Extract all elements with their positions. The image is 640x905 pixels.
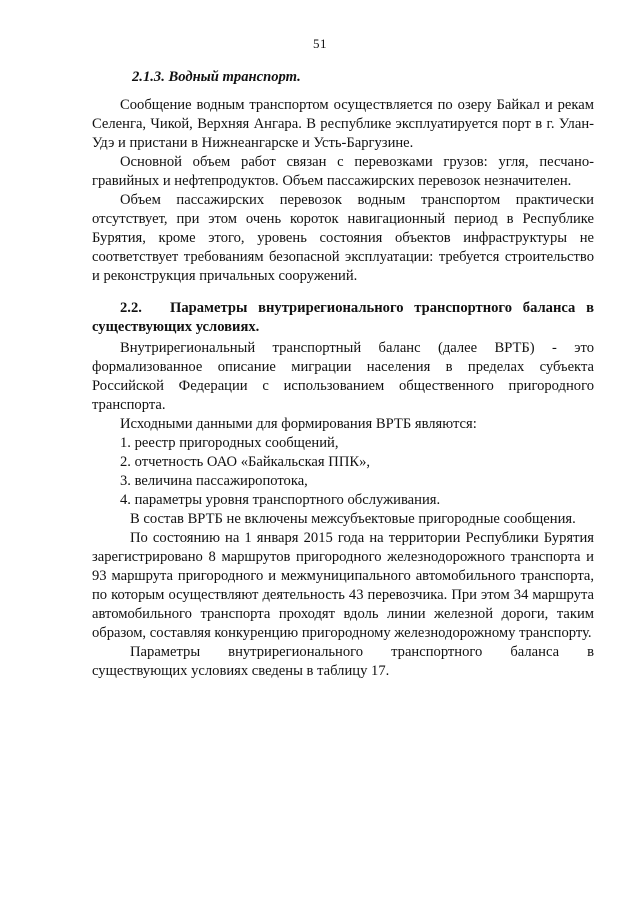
paragraph-exclusion-note: В состав ВРТБ не включены межсубъектовые пригородные сообщения. <box>130 511 576 527</box>
section-heading <box>92 299 594 337</box>
paragraph-table-reference: Параметры внутрирегионального транспортного баланса в существующих условиях сведены в таблицу 17. <box>92 644 594 679</box>
list-item: 2. отчетность ОАО «Байкальская ППК», <box>120 454 371 470</box>
list-item: 1. реестр пригородных сообщений, <box>120 435 339 451</box>
page-number: 51 <box>313 36 327 51</box>
paragraph-source-data-intro: Исходными данными для формирования ВРТБ являются: <box>120 416 477 432</box>
paragraph-vrtb-definition: Внутрирегиональный транспортный баланс (далее ВРТБ) - это формализованное описание миграции населения в пределах субъекта Российской Федерации с использованием общественного пригородного транспорта. <box>92 340 594 413</box>
list-item: 4. параметры уровня транспортного обслуживания. <box>120 492 441 508</box>
paragraph-water-routes: Сообщение водным транспортом осуществляется по озеру Байкал и рекам Селенга, Чикой, Верхняя Ангара. В республике эксплуатируется порт в г. Улан-Удэ и пристани в Нижнеангарске и Усть-Баргузине. <box>92 97 594 151</box>
subsection-title: 2.1.3. Водный транспорт. <box>132 69 301 85</box>
page-content <box>92 68 594 681</box>
paragraph-passenger-volume: Объем пассажирских перевозок водным транспортом практически отсутствует, при этом очень короток навигационный период в Республике Бурятия, кроме этого, уровень состояния объектов инфраструктуры не соответствует требованиям безопасной эксплуатации: требуется строительство и реконструкция причальных сооружений. <box>92 192 594 284</box>
section-title: Параметры внутрирегионального транспортного баланса в существующих условиях. <box>92 300 594 335</box>
list-item: 3. величина пассажиропотока, <box>120 473 308 489</box>
paragraph-route-status: По состоянию на 1 января 2015 года на территории Республики Бурятия зарегистрировано 8 маршрутов пригородного железнодорожного транспорта и 93 маршрута пригородного и межмуниципального автомобильного транспорта, по которым осуществляют деятельность 43 перевозчика. При этом 34 маршрута автомобильного транспорта проходят вдоль линии железной дороги, таким образом, составляя конкуренцию пригородному железнодорожному транспорту. <box>92 530 594 641</box>
section-number: 2.2. <box>120 300 142 316</box>
paragraph-cargo-volume: Основной объем работ связан с перевозками грузов: угля, песчано-гравийных и нефтепродуктов. Объем пассажирских перевозок незначителен. <box>92 154 594 189</box>
